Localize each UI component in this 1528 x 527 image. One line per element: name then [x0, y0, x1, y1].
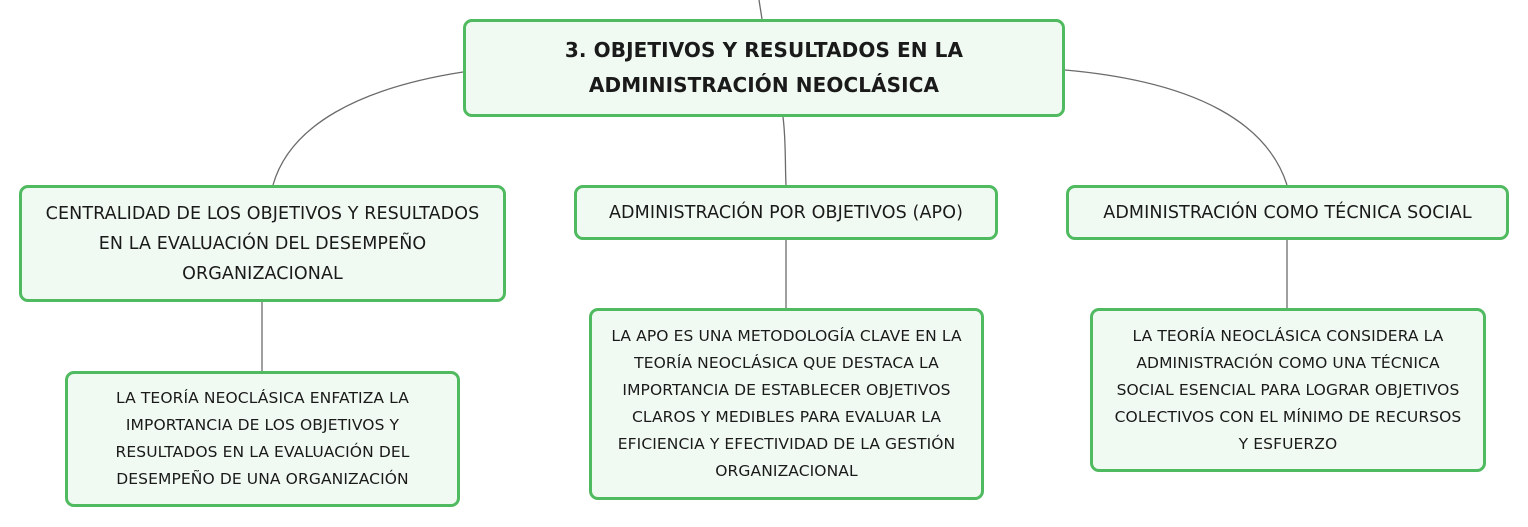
- subtopic-node-apo-detail[interactable]: [589, 308, 984, 500]
- subtopic-node-tecnica-detail[interactable]: [1090, 308, 1486, 472]
- subtopic-line: DESEMPEÑO DE UNA ORGANIZACIÓN: [116, 470, 409, 488]
- subtopic-line: Y ESFUERZO: [1238, 434, 1338, 453]
- root-topic-text: [565, 33, 963, 103]
- connector-root-to-centralidad: [273, 72, 463, 185]
- subtopic-line: IMPORTANCIA DE LOS OBJETIVOS Y: [125, 416, 400, 434]
- subtopic-line: RESULTADOS EN LA EVALUACIÓN DEL: [115, 443, 410, 461]
- subtopic-line: ORGANIZACIONAL: [715, 462, 858, 480]
- topic-text: [1103, 198, 1471, 228]
- topic-line: ORGANIZACIONAL: [182, 263, 343, 284]
- subtopic-text: [611, 323, 961, 485]
- subtopic-line: EFICIENCIA Y EFECTIVIDAD DE LA GESTIÓN: [617, 435, 956, 453]
- subtopic-node-centralidad-detail[interactable]: [65, 371, 460, 507]
- topic-line: ADMINISTRACIÓN COMO TÉCNICA SOCIAL: [1103, 202, 1472, 223]
- topic-node-tecnica-social[interactable]: [1066, 185, 1509, 240]
- subtopic-line: COLECTIVOS CON EL MÍNIMO DE RECURSOS: [1114, 407, 1462, 426]
- subtopic-line: LA TEORÍA NEOCLÁSICA ENFATIZA LA: [116, 389, 409, 407]
- topic-line: EN LA EVALUACIÓN DEL DESEMPEÑO: [98, 233, 427, 254]
- topic-line: ADMINISTRACIÓN POR OBJETIVOS (APO): [608, 202, 964, 223]
- topic-node-centralidad[interactable]: [19, 185, 506, 302]
- topic-node-apo[interactable]: [574, 185, 998, 240]
- subtopic-line: LA APO ES UNA METODOLOGÍA CLAVE EN LA: [611, 327, 962, 345]
- root-title-line: 3. OBJETIVOS Y RESULTADOS EN LA: [564, 38, 964, 62]
- topic-line: CENTRALIDAD DE LOS OBJETIVOS Y RESULTADOS: [45, 203, 480, 224]
- connector-root-to-tecnica: [1065, 70, 1287, 185]
- root-title-line: ADMINISTRACIÓN NEOCLÁSICA: [588, 73, 940, 97]
- subtopic-line: CLAROS Y MEDIBLES PARA EVALUAR LA: [631, 408, 942, 426]
- connector-parent-to-root: [759, 0, 762, 19]
- subtopic-line: IMPORTANCIA DE ESTABLECER OBJETIVOS: [622, 381, 951, 399]
- subtopic-line: ADMINISTRACIÓN COMO UNA TÉCNICA: [1136, 353, 1440, 372]
- topic-text: [46, 199, 480, 289]
- connector-root-to-apo: [783, 117, 786, 185]
- topic-text: [609, 198, 963, 228]
- subtopic-text: [1115, 323, 1462, 458]
- root-topic-node[interactable]: [463, 19, 1065, 117]
- subtopic-text: [116, 385, 410, 493]
- subtopic-line: LA TEORÍA NEOCLÁSICA CONSIDERA LA: [1132, 326, 1444, 345]
- subtopic-line: TEORÍA NEOCLÁSICA QUE DESTACA LA: [634, 354, 939, 372]
- subtopic-line: SOCIAL ESENCIAL PARA LOGRAR OBJETIVOS: [1116, 380, 1460, 399]
